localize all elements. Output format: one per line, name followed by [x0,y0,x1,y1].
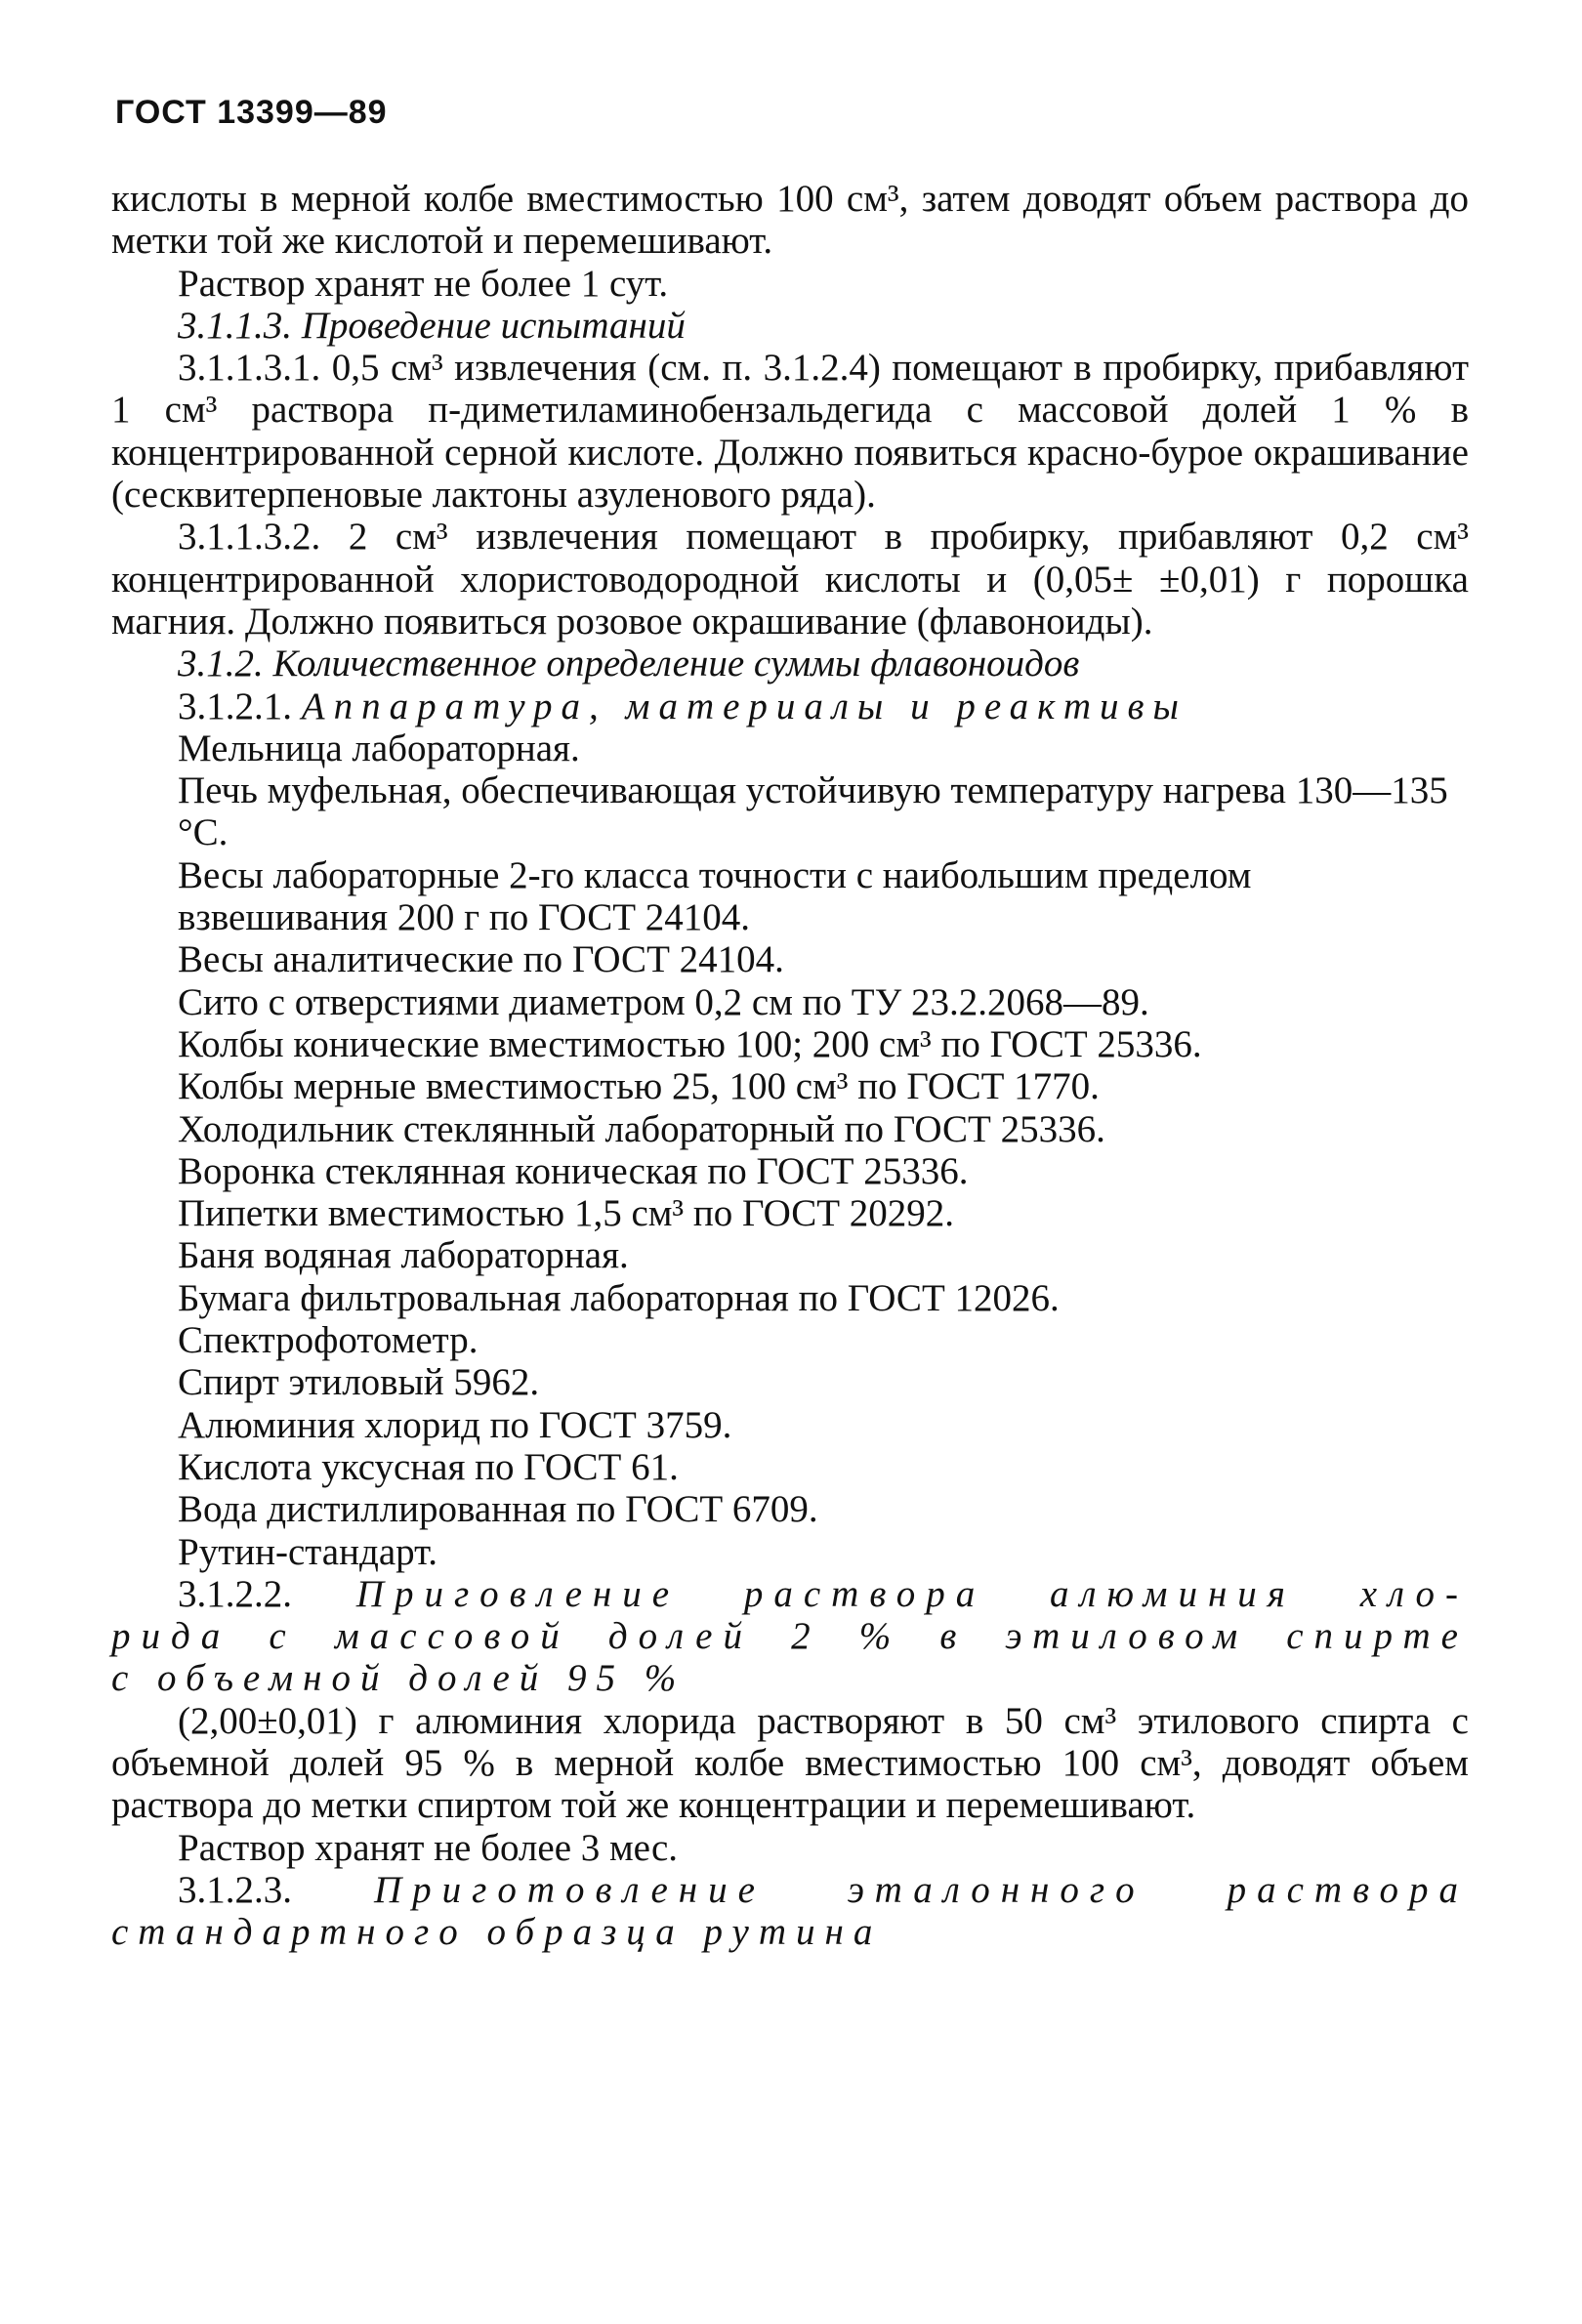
list-item: Баня водяная лабораторная. [178,1234,629,1277]
section-number: 3.1.2.2. [178,1572,292,1615]
paragraph-continuation: кислоты в мерной колбе вместимостью 100 см³, затем доводят объем раствора до метки той же кислотой и перемешивают. [111,178,1469,263]
list-item: Бумага фильтровальная лабораторная по ГОСТ 12026. [178,1276,1060,1319]
section-heading-3-1-1-3: 3.1.1.3. Проведение испытаний [178,304,686,347]
section-number: 3.1.2.3. [178,1868,292,1911]
list-item: Спирт этиловый 5962. [178,1361,540,1404]
section-title-line-3: с объемной долей 95 % [111,1657,687,1700]
paragraph-3-1-1-3-1: 3.1.1.3.1. 0,5 см³ извлечения (см. п. 3.1.2.4) помещают в пробирку, прибавляют 1 см³ раствора п-диметиламинобензальдегида с массовой долей 1 % в концентрированной серной кислоте. Должно появиться красно-бурое окрашивание (сесквитерпеновые лактоны азуленового ряда). [111,347,1469,517]
list-item: Кислота уксусная по ГОСТ 61. [178,1445,679,1488]
section-3-1-2-3 [111,1869,1469,1954]
list-item: Сито с отверстиями диаметром 0,2 см по ТУ 23.2.2068—89. [178,980,1149,1023]
equipment-list [111,727,1469,1573]
section-3-1-2-2 [111,1573,1469,1869]
list-item: Спектрофотометр. [178,1319,479,1362]
list-item: Холодильник стеклянный лабораторный по ГОСТ 25336. [178,1107,1105,1150]
page-header: ГОСТ 13399—89 [115,94,388,131]
list-item: Вода дистиллированная по ГОСТ 6709. [178,1488,818,1531]
paragraph-3-1-2-2-storage: Раствор хранят не более 3 мес. [178,1826,679,1869]
list-item: Алюминия хлорид по ГОСТ 3759. [178,1403,732,1446]
section-title-line-1: Приговление раствора алюминия хло- [355,1572,1469,1615]
document-page [111,94,1469,1953]
paragraph-3-1-1-3-2: 3.1.1.3.2. 2 см³ извлечения помещают в пробирку, прибавляют 0,2 см³ концентрированной хлористоводородной кислоты и (0,05± ±0,01) г порошка магния. Должно появиться розовое окрашивание (флавоноиды). [111,516,1469,643]
list-item: Колбы конические вместимостью 100; 200 см³ по ГОСТ 25336. [178,1022,1202,1065]
list-item: Пипетки вместимостью 1,5 см³ по ГОСТ 20292. [178,1192,955,1235]
list-item: Печь муфельная, обеспечивающая устойчивую температуру нагрева 130—135 °С. [178,769,1448,854]
section-number: 3.1.2.1. [178,685,292,727]
list-item: Мельница лабораторная. [178,726,580,769]
section-heading-3-1-2: 3.1.2. Количественное определение суммы флавоноидов [178,643,1080,685]
section-heading-3-1-2-1 [111,685,1469,727]
list-item: Весы аналитические по ГОСТ 24104. [178,938,784,981]
list-item: Колбы мерные вместимостью 25, 100 см³ по ГОСТ 1770. [178,1065,1100,1108]
paragraph-storage: Раствор хранят не более 1 сут. [178,262,669,305]
list-item: Весы лабораторные 2-го класса точности с наибольшим пределом взвешивания 200 г по ГОСТ 24104. [178,853,1252,939]
list-item: Рутин-стандарт. [178,1530,437,1573]
list-item: Воронка стеклянная коническая по ГОСТ 25336. [178,1149,969,1192]
section-heading-3-1-2-2 [111,1573,1469,1615]
section-title: Аппаратура, материалы и реактивы [301,685,1187,727]
section-title-line-2: рида с массовой долей 2 % в этиловом спирте [111,1615,1469,1658]
section-heading-3-1-2-3 [111,1869,1469,1911]
section-title-line-1: Приготовление эталонного раствора [374,1868,1470,1911]
section-title-line-2: стандартного образца рутина [111,1911,883,1954]
paragraph-3-1-2-2-body: (2,00±0,01) г алюминия хлорида растворяют в 50 см³ этилового спирта с объемной долей 95 % в мерной колбе вместимостью 100 см³, доводят объем раствора до метки спиртом той же концентрации и перемешивают. [111,1699,1469,1827]
